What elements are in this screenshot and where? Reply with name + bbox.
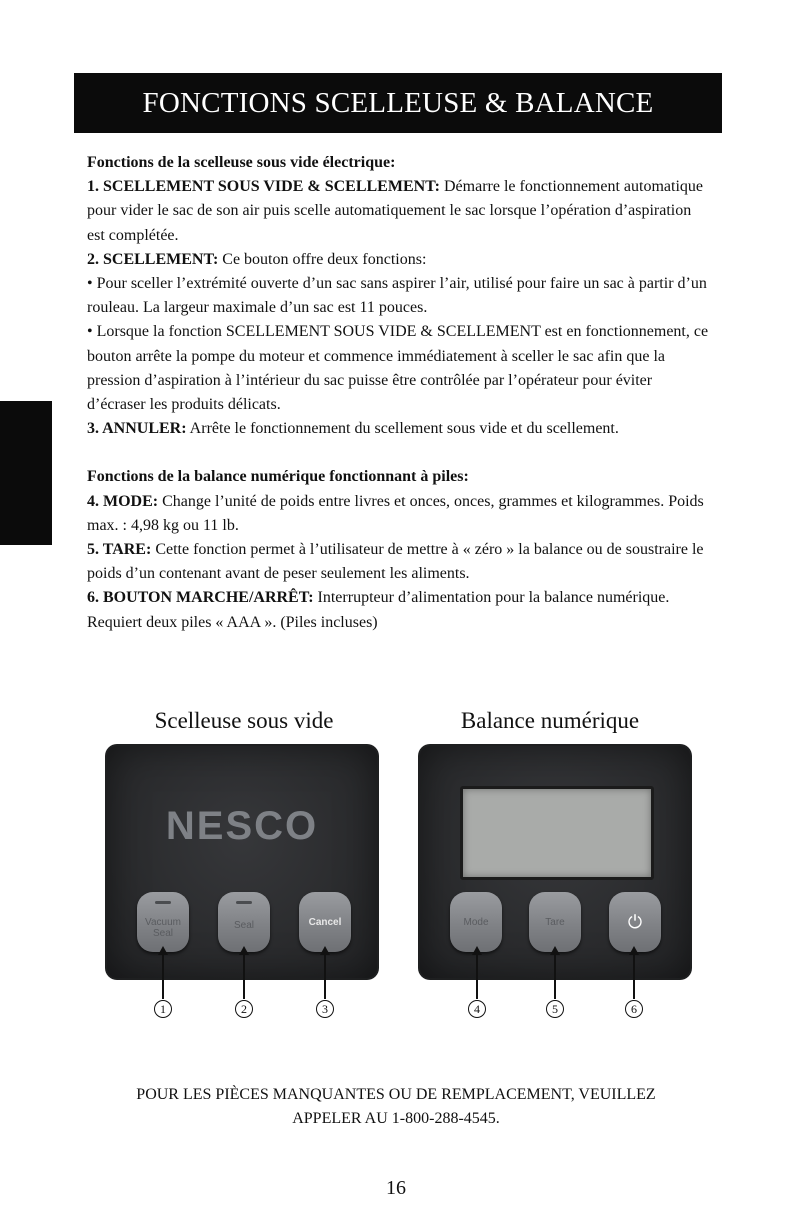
vacuum-seal-button[interactable] bbox=[137, 892, 189, 952]
callout-line-5 bbox=[554, 954, 556, 999]
note-line: APPELER AU 1-800-288-4545. bbox=[292, 1110, 500, 1127]
callout-line-3 bbox=[324, 954, 326, 999]
lcd-display bbox=[460, 786, 654, 880]
power-button[interactable] bbox=[609, 892, 661, 952]
page-number: 16 bbox=[386, 1177, 406, 1199]
indicator-light bbox=[236, 901, 252, 904]
button-label: Seal bbox=[152, 928, 173, 939]
replacement-parts-note bbox=[96, 1083, 696, 1131]
instructions-text bbox=[87, 151, 712, 635]
tare-button[interactable] bbox=[529, 892, 581, 952]
item-2-bullet-2: • Lorsque la fonction SCELLEMENT SOUS VIDE & SCELLEMENT est en fonctionnement, ce bouton arrête la pompe du moteur et commence immédiatement à sceller le sac afin que la pression d’aspiration à l’intérieur du sac puisse être contrôlée par l’opérateur pour éviter d’écraser les produits délicats. bbox=[87, 323, 709, 414]
indicator-light bbox=[155, 901, 171, 904]
scale-control-panel bbox=[418, 744, 692, 980]
item-5: 5. TARE: Cette fonction permet à l’utilisateur de mettre à « zéro » la balance ou de soustraire le poids d’un contenant avant de peser seulement les aliments. bbox=[87, 541, 704, 583]
power-icon: ⏻ bbox=[627, 911, 643, 932]
callout-number-3: 3 bbox=[316, 1000, 334, 1018]
callout-number-6: 6 bbox=[625, 1000, 643, 1018]
item-4: 4. MODE: Change l’unité de poids entre livres et onces, onces, grammes et kilogrammes. Poids max. : 4,98 kg ou 11 lb. bbox=[87, 492, 704, 534]
button-label: Seal bbox=[233, 919, 254, 931]
note-line: POUR LES PIÈCES MANQUANTES OU DE REMPLACEMENT, VEUILLEZ bbox=[136, 1086, 656, 1103]
sealer-heading: Fonctions de la scelleuse sous vide électrique: bbox=[87, 154, 396, 171]
button-label: Vacuum bbox=[145, 917, 181, 928]
callout-line-1 bbox=[162, 954, 164, 999]
sealer-control-panel bbox=[105, 744, 379, 980]
seal-button[interactable] bbox=[218, 892, 270, 952]
callout-line-2 bbox=[243, 954, 245, 999]
mode-button[interactable] bbox=[450, 892, 502, 952]
callout-number-5: 5 bbox=[546, 1000, 564, 1018]
button-label: Cancel bbox=[308, 916, 342, 928]
cancel-button[interactable] bbox=[299, 892, 351, 952]
item-3: 3. ANNULER: Arrête le fonctionnement du scellement sous vide et du scellement. bbox=[87, 420, 619, 438]
side-tab-marker bbox=[0, 401, 52, 545]
item-6: 6. BOUTON MARCHE/ARRÊT: Interrupteur d’alimentation pour la balance numérique. Requiert deux piles « AAA ». (Piles incluses) bbox=[87, 589, 670, 631]
callout-number-4: 4 bbox=[468, 1000, 486, 1018]
scale-heading: Fonctions de la balance numérique fonctionnant à piles: bbox=[87, 468, 469, 486]
item-2: 2. SCELLEMENT: Ce bouton offre deux fonctions: bbox=[87, 250, 427, 268]
scale-panel-title: Balance numérique bbox=[460, 708, 640, 733]
page-title: FONCTIONS SCELLEUSE & BALANCE bbox=[74, 73, 722, 133]
callout-line-4 bbox=[476, 954, 478, 999]
callout-line-6 bbox=[633, 954, 635, 999]
callout-number-1: 1 bbox=[154, 1000, 172, 1018]
button-label: Mode bbox=[463, 916, 489, 928]
callout-number-2: 2 bbox=[235, 1000, 253, 1018]
item-1: 1. SCELLEMENT SOUS VIDE & SCELLEMENT: Démarre le fonctionnement automatique pour vider le sac de son air puis scelle automatiquement le sac lorsque l’opération d’aspiration est complétée. bbox=[87, 178, 703, 244]
sealer-panel-title: Scelleuse sous vide bbox=[154, 708, 334, 733]
nesco-logo: NESCO bbox=[165, 804, 319, 848]
item-2-bullet-1: • Pour sceller l’extrémité ouverte d’un sac sans aspirer l’air, utilisé pour faire un sac à partir d’un rouleau. La largeur maximale d’un sac est 11 pouces. bbox=[87, 275, 707, 317]
button-label: Tare bbox=[545, 916, 565, 928]
